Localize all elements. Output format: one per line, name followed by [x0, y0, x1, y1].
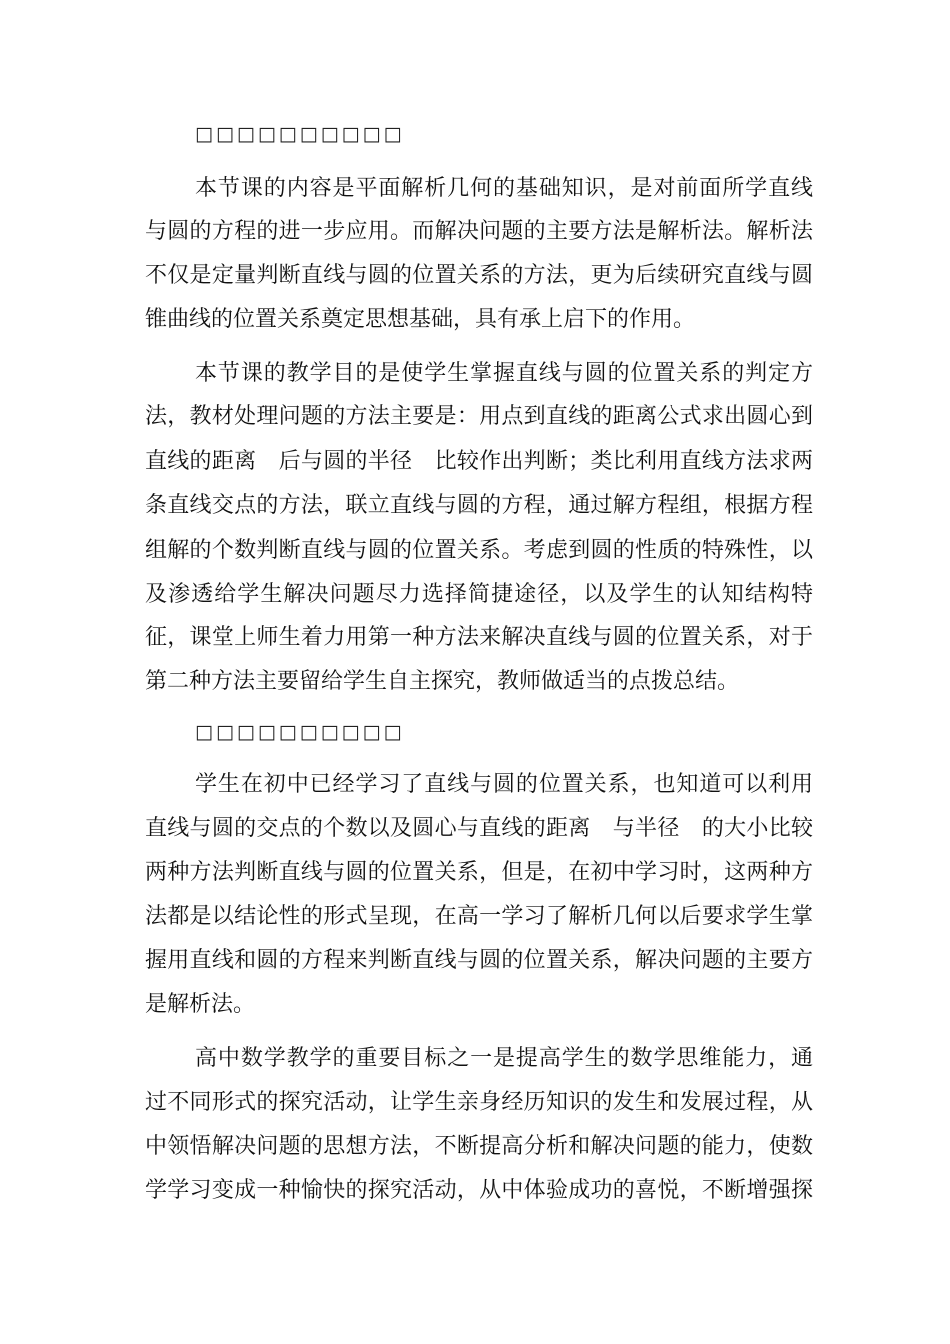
paragraph-line: 不仅是定量判断直线与圆的位置关系的方法，更为后续研究直线与圆	[145, 263, 813, 288]
paragraph-line: 本节课的教学目的是使学生掌握直线与圆的位置关系的判定方	[195, 361, 813, 386]
paragraph-line: 条直线交点的方法，联立直线与圆的方程，通过解方程组，根据方程	[145, 493, 813, 518]
paragraph-line: 是解析法。	[145, 992, 256, 1017]
paragraph-line: 学学习变成一种愉快的探究活动，从中体验成功的喜悦，不断增强探	[145, 1178, 813, 1203]
paragraph-line: 高中数学教学的重要目标之一是提高学生的数学思维能力，通	[195, 1046, 813, 1071]
paragraph-line: 过不同形式的探究活动，让学生亲身经历知识的发生和发展过程，从	[145, 1090, 813, 1115]
paragraph-line: 直线的距离 后与圆的半径 比较作出判断；类比利用直线方法求两	[145, 449, 813, 474]
paragraph-line: 锥曲线的位置关系奠定思想基础，具有承上启下的作用。	[145, 307, 696, 332]
section-heading: □□□□□□□□□□	[195, 721, 405, 743]
paragraph-line: 法，教材处理问题的方法主要是：用点到直线的距离公式求出圆心到	[145, 404, 813, 429]
paragraph-line: 学生在初中已经学习了直线与圆的位置关系，也知道可以利用	[195, 772, 813, 797]
paragraph-line: 本节课的内容是平面解析几何的基础知识，是对前面所学直线	[195, 176, 813, 201]
paragraph-line: 直线与圆的交点的个数以及圆心与直线的距离 与半径 的大小比较	[145, 816, 813, 841]
paragraph-line: 组解的个数判断直线与圆的位置关系。考虑到圆的性质的特殊性，以	[145, 538, 813, 563]
paragraph-line: 法都是以结论性的形式呈现，在高一学习了解析几何以后要求学生掌	[145, 904, 813, 929]
paragraph-line: 及渗透给学生解决问题尽力选择简捷途径，以及学生的认知结构特	[145, 582, 813, 607]
paragraph-line: 中领悟解决问题的思想方法，不断提高分析和解决问题的能力，使数	[145, 1134, 813, 1159]
paragraph-line: 握用直线和圆的方程来判断直线与圆的位置关系，解决问题的主要方	[145, 948, 813, 973]
paragraph-line: 与圆的方程的进一步应用。而解决问题的主要方法是解析法。解析法	[145, 219, 813, 244]
paragraph-line: 征，课堂上师生着力用第一种方法来解决直线与圆的位置关系，对于	[145, 625, 813, 650]
paragraph-line: 第二种方法主要留给学生自主探究，教师做适当的点拨总结。	[145, 669, 740, 694]
section-heading: □□□□□□□□□□	[195, 123, 405, 145]
paragraph-line: 两种方法判断直线与圆的位置关系，但是，在初中学习时，这两种方	[145, 860, 813, 885]
